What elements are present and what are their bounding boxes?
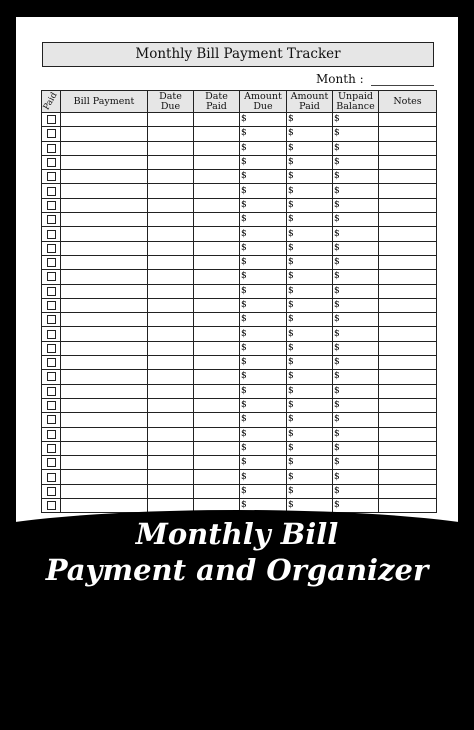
paid-checkbox-cell[interactable] [42,184,61,198]
amount-cell[interactable]: $ [333,398,379,412]
amount-cell[interactable]: $ [333,470,379,484]
amount-cell[interactable]: $ [240,198,287,212]
table-row [42,198,437,212]
table-cell[interactable] [61,270,148,284]
table-cell[interactable] [148,270,194,284]
amount-cell[interactable]: $ [240,427,287,441]
paid-checkbox[interactable] [47,144,56,153]
table-cell[interactable] [194,155,240,169]
table-cell[interactable] [379,341,437,355]
amount-cell[interactable]: $ [287,484,333,498]
table-cell[interactable] [194,198,240,212]
paid-checkbox[interactable] [47,344,56,353]
amount-cell[interactable]: $ [333,441,379,455]
amount-cell[interactable]: $ [287,298,333,312]
table-cell[interactable] [148,198,194,212]
table-row [42,241,437,255]
paid-checkbox[interactable] [47,287,56,296]
amount-cell[interactable]: $ [287,141,333,155]
paid-checkbox[interactable] [47,330,56,339]
table-cell[interactable] [379,270,437,284]
table-cell[interactable] [148,141,194,155]
table-cell[interactable] [61,313,148,327]
paid-checkbox-cell[interactable] [42,227,61,241]
column-header-unpaid-balance: Unpaid Balance [333,91,379,113]
table-cell[interactable] [148,184,194,198]
table-cell[interactable] [379,456,437,470]
paid-checkbox[interactable] [47,315,56,324]
amount-cell[interactable]: $ [287,113,333,127]
table-cell[interactable] [194,456,240,470]
table-row [42,356,437,370]
paid-checkbox[interactable] [47,415,56,424]
amount-cell[interactable]: $ [287,341,333,355]
amount-cell[interactable]: $ [333,327,379,341]
table-cell[interactable] [194,470,240,484]
amount-cell[interactable]: $ [333,127,379,141]
amount-cell[interactable]: $ [240,356,287,370]
amount-cell[interactable]: $ [287,398,333,412]
table-cell[interactable] [194,284,240,298]
amount-cell[interactable]: $ [287,441,333,455]
column-header-paid: Paid [41,91,60,113]
paid-checkbox[interactable] [47,215,56,224]
table-cell[interactable] [61,427,148,441]
table-cell[interactable] [379,255,437,269]
amount-cell[interactable]: $ [333,413,379,427]
amount-cell[interactable]: $ [333,198,379,212]
amount-cell[interactable]: $ [240,141,287,155]
paid-checkbox-cell[interactable] [42,356,61,370]
table-cell[interactable] [194,184,240,198]
amount-cell[interactable]: $ [287,284,333,298]
paid-checkbox-cell[interactable] [42,155,61,169]
table-cell[interactable] [194,113,240,127]
paid-checkbox[interactable] [47,272,56,281]
amount-cell[interactable]: $ [240,484,287,498]
paid-checkbox-cell[interactable] [42,441,61,455]
table-cell[interactable] [379,141,437,155]
table-row [42,270,437,284]
table-cell[interactable] [194,398,240,412]
paid-checkbox-cell[interactable] [42,384,61,398]
table-cell[interactable] [379,441,437,455]
table-cell[interactable] [379,127,437,141]
table-cell[interactable] [379,499,437,513]
paid-checkbox-cell[interactable] [42,213,61,227]
amount-cell[interactable]: $ [333,213,379,227]
paid-checkbox[interactable] [47,387,56,396]
table-cell[interactable] [61,356,148,370]
amount-cell[interactable]: $ [333,356,379,370]
paid-checkbox[interactable] [47,244,56,253]
column-header-bill-payment: Bill Payment [61,91,148,113]
paid-checkbox[interactable] [47,158,56,167]
table-cell[interactable] [61,127,148,141]
column-header-amount-due: Amount Due [240,91,287,113]
amount-cell[interactable]: $ [287,170,333,184]
table-cell[interactable] [194,241,240,255]
table-cell[interactable] [61,484,148,498]
table-cell[interactable] [148,456,194,470]
amount-cell[interactable]: $ [240,398,287,412]
table-row [42,313,437,327]
table-row [42,384,437,398]
table-cell[interactable] [379,370,437,384]
table-cell[interactable] [61,298,148,312]
table-row [42,427,437,441]
bill-table [41,90,437,513]
table-cell[interactable] [194,384,240,398]
table-cell[interactable] [379,313,437,327]
amount-cell[interactable]: $ [240,499,287,513]
table-cell[interactable] [379,356,437,370]
table-cell[interactable] [148,484,194,498]
paid-checkbox-cell[interactable] [42,499,61,513]
table-cell[interactable] [148,356,194,370]
table-row [42,456,437,470]
amount-cell[interactable]: $ [240,170,287,184]
paid-checkbox[interactable] [47,187,56,196]
table-row [42,213,437,227]
paid-checkbox-cell[interactable] [42,241,61,255]
banner-title-line-2: Payment and Organizer [45,553,429,587]
table-cell[interactable] [379,298,437,312]
amount-cell[interactable]: $ [240,270,287,284]
amount-cell[interactable]: $ [333,113,379,127]
amount-cell[interactable]: $ [287,327,333,341]
amount-cell[interactable]: $ [240,113,287,127]
month-field-line[interactable] [371,85,434,86]
table-row [42,413,437,427]
table-cell[interactable] [148,413,194,427]
amount-cell[interactable]: $ [333,155,379,169]
table-cell[interactable] [379,327,437,341]
table-row [42,141,437,155]
table-cell[interactable] [194,313,240,327]
amount-cell[interactable]: $ [333,313,379,327]
table-cell[interactable] [194,370,240,384]
amount-cell[interactable]: $ [333,141,379,155]
amount-cell[interactable]: $ [240,127,287,141]
paid-checkbox[interactable] [47,115,56,124]
amount-cell[interactable]: $ [333,270,379,284]
table-row [42,398,437,412]
tracker-sheet [16,17,458,537]
paid-checkbox-cell[interactable] [42,298,61,312]
table-cell[interactable] [61,284,148,298]
paid-checkbox-cell[interactable] [42,113,61,127]
table-row [42,370,437,384]
amount-cell[interactable]: $ [333,298,379,312]
table-row [42,170,437,184]
amount-cell[interactable]: $ [287,356,333,370]
paid-checkbox-cell[interactable] [42,270,61,284]
amount-cell[interactable]: $ [287,456,333,470]
amount-cell[interactable]: $ [333,184,379,198]
table-cell[interactable] [148,227,194,241]
paid-checkbox-cell[interactable] [42,327,61,341]
amount-cell[interactable]: $ [333,284,379,298]
table-row [42,470,437,484]
paid-checkbox-cell[interactable] [42,413,61,427]
amount-cell[interactable]: $ [240,456,287,470]
paid-checkbox-cell[interactable] [42,484,61,498]
table-cell[interactable] [148,313,194,327]
paid-checkbox-cell[interactable] [42,341,61,355]
table-cell[interactable] [61,113,148,127]
page-title: Monthly Bill Payment Tracker [42,42,434,67]
amount-cell[interactable]: $ [333,484,379,498]
table-cell[interactable] [61,456,148,470]
table-row [42,127,437,141]
table-cell[interactable] [379,113,437,127]
amount-cell[interactable]: $ [333,384,379,398]
paid-checkbox[interactable] [47,430,56,439]
amount-cell[interactable]: $ [240,413,287,427]
table-cell[interactable] [61,241,148,255]
amount-cell[interactable]: $ [287,198,333,212]
amount-cell[interactable]: $ [287,155,333,169]
amount-cell[interactable]: $ [287,270,333,284]
table-cell[interactable] [61,470,148,484]
amount-cell[interactable]: $ [287,255,333,269]
table-cell[interactable] [148,370,194,384]
table-row [42,484,437,498]
column-header-amount-paid: Amount Paid [287,91,333,113]
table-row [42,184,437,198]
amount-cell[interactable]: $ [287,470,333,484]
paid-checkbox[interactable] [47,129,56,138]
table-row [42,327,437,341]
amount-cell[interactable]: $ [240,284,287,298]
table-cell[interactable] [379,427,437,441]
table-cell[interactable] [148,284,194,298]
amount-cell[interactable]: $ [287,384,333,398]
table-row [42,284,437,298]
table-cell[interactable] [379,484,437,498]
table-cell[interactable] [194,255,240,269]
amount-cell[interactable]: $ [287,241,333,255]
table-cell[interactable] [148,398,194,412]
table-cell[interactable] [379,284,437,298]
amount-cell[interactable]: $ [287,499,333,513]
table-cell[interactable] [194,356,240,370]
table-cell[interactable] [61,227,148,241]
table-cell[interactable] [148,441,194,455]
table-cell[interactable] [194,427,240,441]
table-cell[interactable] [379,413,437,427]
table-cell[interactable] [194,413,240,427]
table-cell[interactable] [194,213,240,227]
amount-cell[interactable]: $ [333,370,379,384]
amount-cell[interactable]: $ [333,456,379,470]
table-cell[interactable] [61,384,148,398]
amount-cell[interactable]: $ [240,327,287,341]
table-cell[interactable] [148,170,194,184]
table-cell[interactable] [61,198,148,212]
paid-checkbox[interactable] [47,258,56,267]
amount-cell[interactable]: $ [240,255,287,269]
amount-cell[interactable]: $ [287,213,333,227]
table-cell[interactable] [194,270,240,284]
amount-cell[interactable]: $ [333,241,379,255]
amount-cell[interactable]: $ [287,184,333,198]
table-cell[interactable] [379,227,437,241]
table-cell[interactable] [61,441,148,455]
table-cell[interactable] [194,484,240,498]
amount-cell[interactable]: $ [333,341,379,355]
paid-checkbox-cell[interactable] [42,427,61,441]
table-cell[interactable] [194,141,240,155]
table-cell[interactable] [148,384,194,398]
table-cell[interactable] [148,127,194,141]
paid-checkbox[interactable] [47,230,56,239]
table-cell[interactable] [379,241,437,255]
amount-cell[interactable]: $ [287,227,333,241]
paid-checkbox[interactable] [47,458,56,467]
table-cell[interactable] [148,470,194,484]
column-header-date-due: Date Due [148,91,194,113]
paid-checkbox[interactable] [47,201,56,210]
paid-checkbox-cell[interactable] [42,198,61,212]
paid-checkbox[interactable] [47,401,56,410]
table-cell[interactable] [61,413,148,427]
paid-checkbox[interactable] [47,487,56,496]
table-cell[interactable] [148,341,194,355]
amount-cell[interactable]: $ [287,413,333,427]
amount-cell[interactable]: $ [333,227,379,241]
table-cell[interactable] [148,327,194,341]
table-cell[interactable] [61,499,148,513]
amount-cell[interactable]: $ [240,155,287,169]
paid-checkbox-cell[interactable] [42,141,61,155]
amount-cell[interactable]: $ [240,470,287,484]
table-cell[interactable] [61,141,148,155]
amount-cell[interactable]: $ [240,298,287,312]
amount-cell[interactable]: $ [240,441,287,455]
table-row [42,341,437,355]
amount-cell[interactable]: $ [333,255,379,269]
amount-cell[interactable]: $ [333,170,379,184]
table-cell[interactable] [61,255,148,269]
amount-cell[interactable]: $ [240,184,287,198]
amount-cell[interactable]: $ [240,370,287,384]
table-cell[interactable] [379,384,437,398]
amount-cell[interactable]: $ [240,341,287,355]
paid-checkbox-cell[interactable] [42,370,61,384]
paid-checkbox[interactable] [47,172,56,181]
paid-checkbox[interactable] [47,301,56,310]
table-cell[interactable] [148,255,194,269]
paid-checkbox[interactable] [47,444,56,453]
paid-checkbox-cell[interactable] [42,284,61,298]
table-cell[interactable] [379,155,437,169]
table-cell[interactable] [61,170,148,184]
table-cell[interactable] [379,398,437,412]
banner-title-line-1: Monthly Bill [135,517,339,551]
table-cell[interactable] [148,155,194,169]
paid-checkbox-cell[interactable] [42,456,61,470]
paid-checkbox[interactable] [47,358,56,367]
paid-checkbox-cell[interactable] [42,170,61,184]
paid-checkbox-cell[interactable] [42,127,61,141]
table-cell[interactable] [379,213,437,227]
table-cell[interactable] [379,170,437,184]
table-cell[interactable] [61,370,148,384]
amount-cell[interactable]: $ [240,227,287,241]
table-cell[interactable] [148,427,194,441]
table-cell[interactable] [379,198,437,212]
column-header-notes: Notes [379,91,437,113]
table-cell[interactable] [61,327,148,341]
table-cell[interactable] [61,398,148,412]
paid-checkbox[interactable] [47,501,56,510]
table-row [42,113,437,127]
table-row [42,255,437,269]
amount-cell[interactable]: $ [333,427,379,441]
table-row [42,298,437,312]
table-cell[interactable] [61,213,148,227]
table-cell[interactable] [61,155,148,169]
paid-checkbox[interactable] [47,372,56,381]
table-cell[interactable] [379,184,437,198]
table-cell[interactable] [148,298,194,312]
table-cell[interactable] [194,327,240,341]
amount-cell[interactable]: $ [287,127,333,141]
paid-checkbox-cell[interactable] [42,470,61,484]
table-cell[interactable] [194,227,240,241]
amount-cell[interactable]: $ [240,213,287,227]
table-cell[interactable] [61,184,148,198]
table-cell[interactable] [194,170,240,184]
table-cell[interactable] [194,341,240,355]
table-row [42,441,437,455]
paid-checkbox-cell[interactable] [42,313,61,327]
amount-cell[interactable]: $ [287,370,333,384]
table-cell[interactable] [148,241,194,255]
table-cell[interactable] [148,113,194,127]
paid-checkbox[interactable] [47,473,56,482]
table-cell[interactable] [61,341,148,355]
table-header-row [42,91,437,113]
amount-cell[interactable]: $ [240,241,287,255]
amount-cell[interactable]: $ [240,384,287,398]
table-cell[interactable] [194,298,240,312]
amount-cell[interactable]: $ [240,313,287,327]
amount-cell[interactable]: $ [287,427,333,441]
table-cell[interactable] [194,127,240,141]
table-row [42,227,437,241]
table-cell[interactable] [194,441,240,455]
month-label: Month : [316,72,364,86]
column-header-date-paid: Date Paid [194,91,240,113]
paid-checkbox-cell[interactable] [42,398,61,412]
table-cell[interactable] [379,470,437,484]
table-row [42,155,437,169]
amount-cell[interactable]: $ [287,313,333,327]
table-cell[interactable] [148,213,194,227]
paid-checkbox-cell[interactable] [42,255,61,269]
amount-cell[interactable]: $ [333,499,379,513]
